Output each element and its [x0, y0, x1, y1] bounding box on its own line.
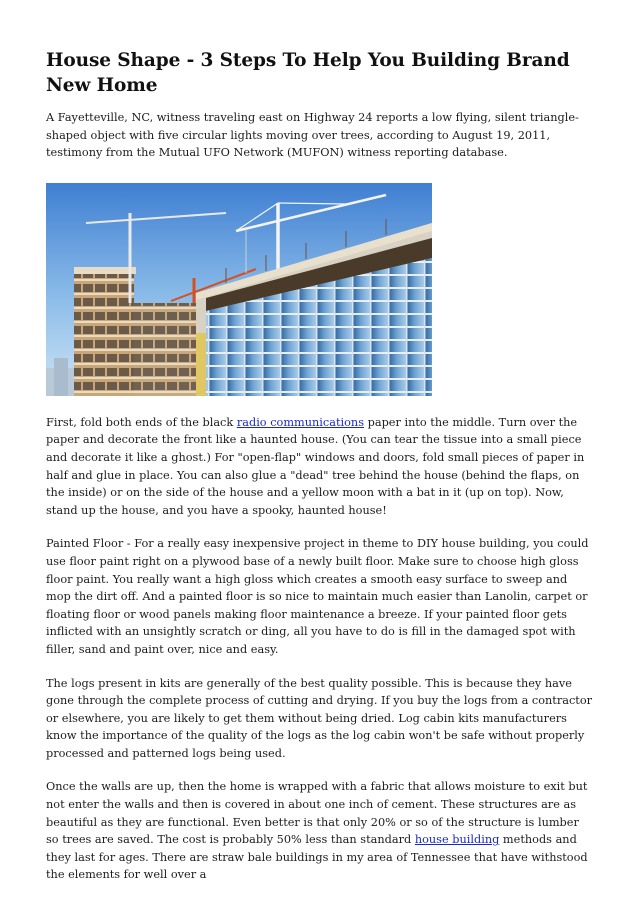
para1-text-after: paper into the middle. Turn over the paper and decorate the front like a haunted house. (You can tear the tissue into a small piece and decorate it like a ghost.) For "open-flap" windows and doors, fold small pieces of paper in half and glue in place. You can also glue a "dead" tree behind the house (behind the flaps, on the inside) or on the side of the house and a yellow moon with a bat in it (up on top). Now, stand up the house, and you have a spooky, haunted house! [46, 415, 585, 517]
house-building-link[interactable]: house building [414, 833, 500, 847]
radio-communications-link[interactable]: radio communications [236, 415, 365, 429]
article-title: House Shape - 3 Steps To Help You Building Brand New Home [46, 50, 570, 96]
intro-paragraph: A Fayetteville, NC, witness traveling east on Highway 24 reports a low flying, silent triangle-shaped object with five circular lights moving over trees, according to August 19, 2011, testimony from the Mutual UFO Network (MUFON) witness reporting database. [46, 111, 579, 160]
paragraph-walls [46, 778, 594, 884]
para1-text-before: First, fold both ends of the black [46, 415, 237, 429]
construction-cranes-photo [46, 183, 432, 396]
paragraph-haunted-house [46, 414, 594, 520]
para4-text-before: Once the walls are up, then the home is wrapped with a fabric that allows moisture to exit but not enter the walls and then is covered in about one inch of cement. These structures are as beautiful as they are functional. Even better is that only 20% or so of the structure is lumber so trees are saved. The cost is probably 50% less than standard [46, 780, 588, 847]
paragraph-painted-floor: Painted Floor - For a really easy inexpensive project in theme to DIY house building, you could use floor paint right on a plywood base of a newly built floor. Make sure to choose high gloss floor paint. You really want a high gloss which creates a smooth easy surface to sweep and mop the dirt off. And a painted floor is so nice to maintain much easier than Lanolin, carpet or floating floor or wood panels making floor maintenance a breeze. If your painted floor gets inflicted with an unsightly scratch or ding, all you have to do is fill in the damaged spot with filler, sand and paint over, nice and easy. [46, 537, 589, 656]
document-page [46, 48, 594, 900]
para4-text-after: methods and they last for ages. There are straw bale buildings in my area of Tennessee that have withstood the elements for well over a [46, 833, 588, 882]
paragraph-log-kits: The logs present in kits are generally of the best quality possible. This is because they have gone through the complete process of cutting and drying. If you buy the logs from a contractor or elsewhere, you are likely to get them without being dried. Log cabin kits manufacturers know the importance of the quality of the logs as the log cabin won't be safe without properly processed and patterned logs being used. [46, 676, 593, 760]
